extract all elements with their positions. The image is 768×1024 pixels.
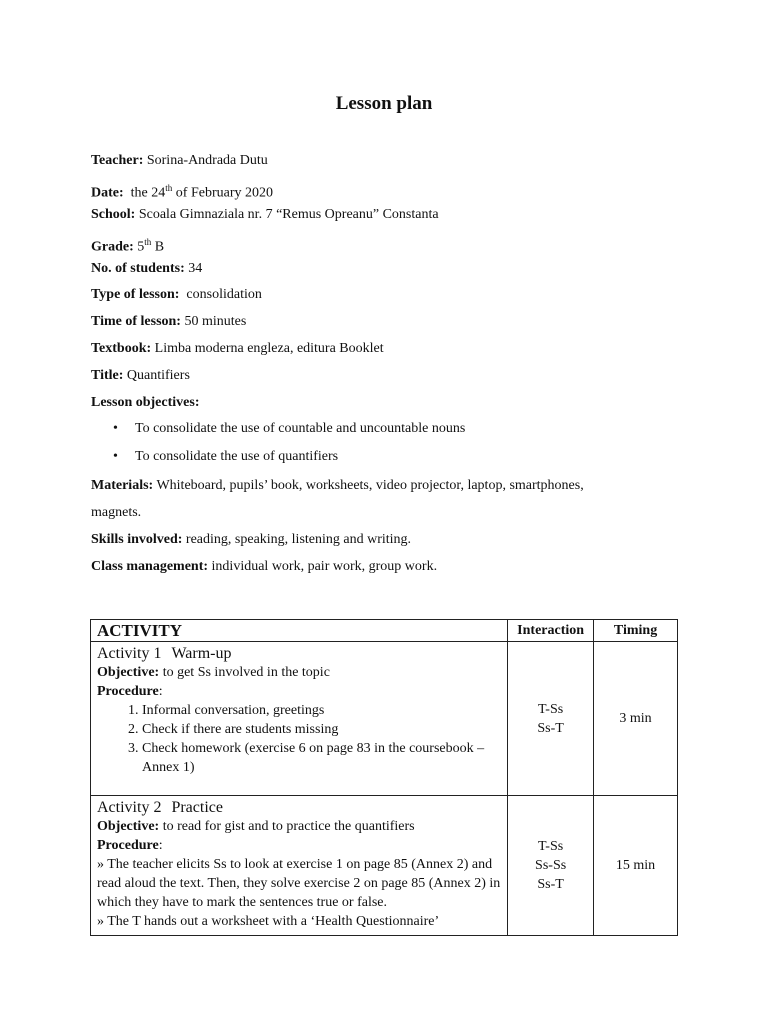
textbook-field: Textbook: Limba moderna engleza, editura Booklet [91, 341, 384, 356]
interaction-column-header: Interaction [508, 620, 594, 642]
objective-item: • To consolidate the use of countable and uncountable nouns [113, 421, 466, 436]
materials-field: Materials: Whiteboard, pupils’ book, worksheets, video projector, laptop, smartphones, [91, 478, 584, 493]
procedure-text: » The T hands out a worksheet with a ‘Health Questionnaire’ [97, 914, 440, 929]
lesson-type-field: Type of lesson: consolidation [91, 287, 262, 302]
activity-cell [91, 796, 508, 936]
activity-title: Activity 2 Practice [97, 799, 223, 816]
procedure-steps [97, 701, 501, 777]
activity-objective: Objective: to get Ss involved in the topic [97, 665, 330, 680]
activity-procedure-label: Procedure: [97, 838, 163, 853]
grade-field: Grade: 5th B [91, 237, 165, 255]
activity-objective: Objective: to read for gist and to practice the quantifiers [97, 819, 415, 834]
activity-table [90, 619, 678, 936]
objective-item: • To consolidate the use of quantifiers [113, 449, 339, 464]
topic-field: Title: Quantifiers [91, 368, 190, 383]
materials-continued: magnets. [91, 505, 142, 520]
activity-title: Activity 1 Warm-up [97, 645, 232, 662]
table-row [91, 796, 678, 936]
teacher-field: Teacher: Sorina-Andrada Dutu [91, 153, 268, 168]
list-item: 1. Informal conversation, greetings [142, 701, 501, 720]
table-row [91, 642, 678, 796]
objectives-heading: Lesson objectives: [91, 395, 200, 410]
timing-column-header: Timing [594, 620, 678, 642]
timing-cell: 15 min [594, 796, 678, 936]
interaction-cell: T-Ss Ss-T [508, 642, 594, 796]
lesson-time-field: Time of lesson: 50 minutes [91, 314, 247, 329]
date-field: Date: the 24th of February 2020 [91, 183, 273, 201]
timing-cell: 3 min [594, 642, 678, 796]
school-field: School: Scoala Gimnaziala nr. 7 “Remus Opreanu” Constanta [91, 207, 439, 222]
interaction-cell: T-Ss Ss-Ss Ss-T [508, 796, 594, 936]
page-title: Lesson plan [335, 93, 433, 114]
students-field: No. of students: 34 [91, 261, 203, 276]
activity-cell [91, 642, 508, 796]
list-item: 2. Check if there are students missing [142, 720, 501, 739]
table-header-row [91, 620, 678, 642]
list-item: 3. Check homework (exercise 6 on page 83 in the coursebook – Annex 1) [142, 739, 501, 777]
activity-procedure-label: Procedure: [97, 684, 163, 699]
class-management-field: Class management: individual work, pair work, group work. [91, 559, 438, 574]
activity-column-header: ACTIVITY [91, 620, 508, 642]
procedure-text: » The teacher elicits Ss to look at exercise 1 on page 85 (Annex 2) and read aloud the text. Then, they solve exercise 2 on page 85 (Annex 2) in which they have to mark the sentences true or false. [97, 857, 501, 910]
skills-field: Skills involved: reading, speaking, listening and writing. [91, 532, 412, 547]
